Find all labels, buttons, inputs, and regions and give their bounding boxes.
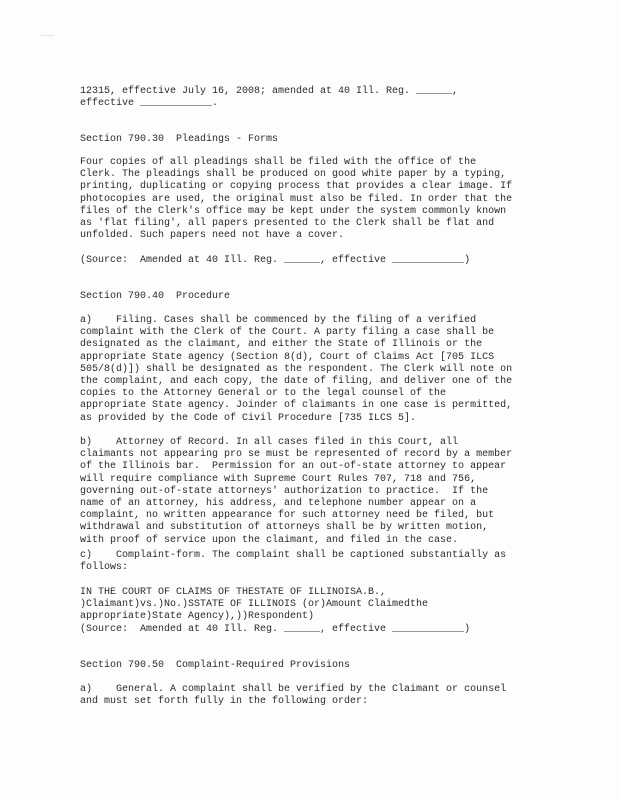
line: designated as the claimant, and either the State of Illinois or the	[80, 339, 483, 351]
section-790-30-body	[80, 157, 550, 242]
section-heading-790-30	[80, 134, 550, 146]
section-790-40-a	[80, 315, 550, 425]
line: the complaint, and each copy, the date of filing, and deliver one of the	[80, 376, 513, 388]
line: photocopies are used, the original must also be filed. In order that the	[80, 193, 513, 205]
source-note: (Source: Amended at 40 Ill. Reg. ______, effective ____________)	[80, 255, 471, 266]
line: a) General. A complaint shall be verified by the Claimant or counsel	[80, 684, 507, 695]
line: name of an attorney, his address, and telephone number appear on a	[80, 498, 477, 510]
line: printing, duplicating or copying process that provides a clear image. If	[80, 181, 513, 193]
section-heading-790-50	[80, 660, 550, 672]
section-790-50-a	[80, 684, 550, 708]
scan-mark	[40, 35, 54, 36]
line: will require compliance with Supreme Court Rules 707, 718 and 756,	[80, 473, 477, 485]
line: a) Filing. Cases shall be commenced by the filing of a verified	[80, 315, 477, 326]
line: unfolded. Such papers need not have a cover.	[80, 230, 345, 242]
line: c) Complaint-form. The complaint shall be captioned substantially as	[80, 550, 507, 561]
line: )Claimant)vs.)No.)SSTATE OF ILLINOIS (or)Amount Claimedthe	[80, 599, 429, 611]
line: with proof of service upon the claimant, and filed in the case.	[80, 534, 459, 546]
section-790-30-source	[80, 255, 550, 267]
section-790-40-caption	[80, 587, 550, 636]
line: Clerk. The pleadings shall be produced on good white paper by a typing,	[80, 169, 507, 181]
line: and must set forth fully in the following order:	[80, 696, 369, 708]
line: of the Illinois bar. Permission for an out-of-state attorney to appear	[80, 461, 507, 473]
line: b) Attorney of Record. In all cases filed in this Court, all	[80, 437, 459, 448]
section-heading-790-40	[80, 291, 550, 303]
heading-text: Section 790.30 Pleadings - Forms	[80, 134, 279, 145]
line: withdrawal and substitution of attorneys shall be by written motion,	[80, 522, 489, 534]
line: Four copies of all pleadings shall be filed with the office of the	[80, 157, 477, 168]
line: IN THE COURT OF CLAIMS OF THESTATE OF ILLINOISA.B.,	[80, 587, 387, 598]
line: as provided by the Code of Civil Procedure [735 ILCS 5].	[80, 412, 417, 424]
section-790-40-b	[80, 437, 550, 547]
line: complaint, no written appearance for such attorney need be filed, but	[80, 510, 495, 522]
line: appropriate State agency. Joinder of claimants in one case is permitted,	[80, 400, 513, 412]
heading-text: Section 790.50 Complaint-Required Provisions	[80, 660, 351, 671]
section-790-40-c	[80, 550, 550, 574]
line: copies to the Attorney General or to the legal counsel of the	[80, 388, 447, 400]
line: 505/8(d)]) shall be designated as the respondent. The Clerk will note on	[80, 363, 513, 375]
paragraph-intro	[80, 86, 550, 110]
line: files of the Clerk's office may be kept under the system commonly known	[80, 205, 507, 217]
line: appropriate State agency (Section 8(d), Court of Claims Act [705 ILCS	[80, 351, 495, 363]
line: claimants not appearing pro se must be represented of record by a member	[80, 449, 513, 461]
heading-text: Section 790.40 Procedure	[80, 291, 231, 302]
line: follows:	[80, 562, 129, 574]
line: as 'flat filing', all papers presented to the Clerk shall be flat and	[80, 218, 495, 230]
line: governing out-of-state attorneys' authorization to practice. If the	[80, 485, 489, 497]
line: appropriate)State Agency),))Respondent)	[80, 611, 315, 623]
line: 12315, effective July 16, 2008; amended at 40 Ill. Reg. ______,	[80, 86, 459, 97]
line: effective ____________.	[80, 98, 219, 110]
source-note: (Source: Amended at 40 Ill. Reg. ______, effective ____________)	[80, 623, 471, 635]
line: complaint with the Clerk of the Court. A party filing a case shall be	[80, 327, 495, 339]
